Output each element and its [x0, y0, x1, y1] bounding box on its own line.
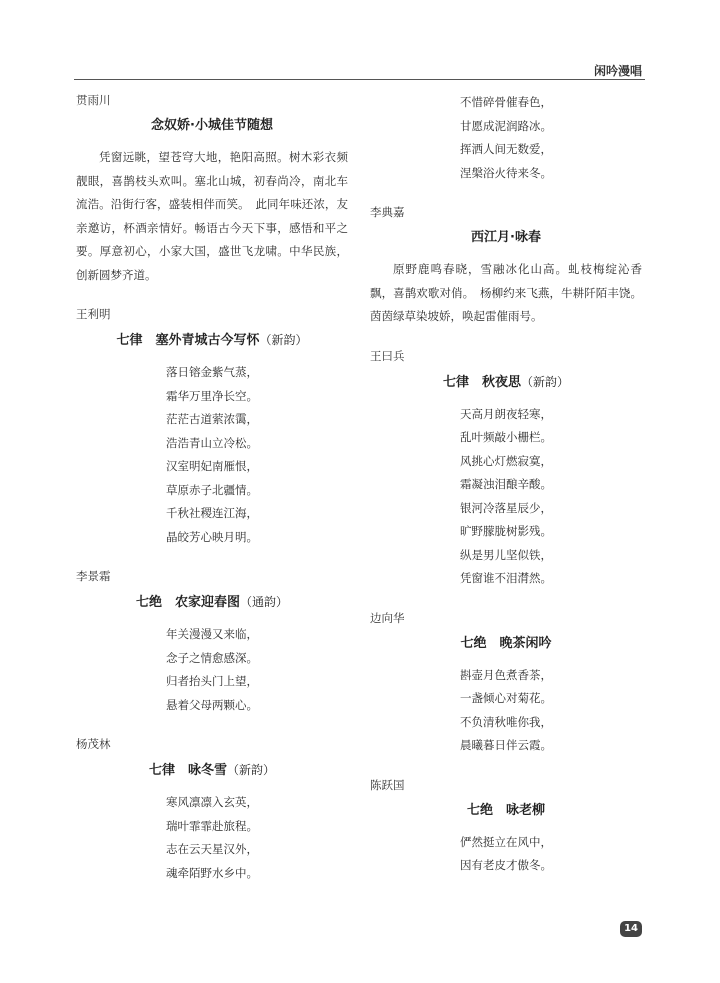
- poem-line: 年关漫漫又来临，: [166, 627, 258, 641]
- poem-line: 涅槃浴火待来冬。: [460, 165, 552, 180]
- poem-line: 纵是男儿坚似铁，: [460, 547, 552, 562]
- poem-line: 魂牵陌野水乡中。: [166, 865, 258, 880]
- poem-line: 乱叶频敲小栅栏。: [460, 430, 552, 444]
- poem-lines: [370, 91, 642, 185]
- poem-line: 不负清秋唯你我，: [460, 714, 552, 729]
- poem-line: 千秋社稷连江海，: [166, 506, 258, 520]
- author-name: 杨茂林: [76, 737, 111, 751]
- poem-title: [370, 633, 642, 655]
- poem-block: [370, 91, 642, 185]
- poem-line: 不惜碎骨催春色，: [460, 95, 552, 109]
- poem-title: [76, 759, 348, 782]
- poem-line: 悬着父母两颗心。: [166, 697, 258, 712]
- poem-lines: [370, 664, 642, 758]
- ci-text: 凭窗远眺，望苍穹大地，艳阳高照。树木彩衣频靓眼，喜鹊枝头欢叫。塞北山城，初春尚冷，南北车流浩。沿街行客，盛装相伴而笑。 此同年味还浓，友亲邀访，杯酒亲情好。畅语古今天下事，感悟和平之要。厚意初心，小家大国，盛世飞龙啸。中华民族，创新圆梦齐道。: [76, 150, 348, 282]
- section-title: 闲吟漫唱: [593, 64, 642, 78]
- poem-line: 晶皎芳心映月明。: [166, 529, 258, 544]
- poem-lines: [76, 623, 348, 717]
- poem-title: [370, 800, 642, 822]
- poem-line: 志在云天星汉外，: [166, 842, 258, 856]
- author-name: 王利明: [76, 307, 111, 321]
- poem-title-text: 七绝 农家迎春图: [135, 595, 240, 610]
- poem-line: 茫茫古道萦浓霭，: [166, 412, 258, 426]
- poem-block: [76, 735, 348, 885]
- poem-line: 风挑心灯燃寂寞，: [460, 453, 552, 468]
- poem-line: 凭窗谁不泪潸然。: [460, 571, 552, 585]
- author-name: 边向华: [370, 610, 405, 625]
- poem-line: 草原赤子北疆情。: [166, 482, 258, 497]
- poem-title-text: 念奴娇·小城佳节随想: [151, 118, 273, 133]
- poem-lines: [370, 831, 642, 878]
- poem-lines: [76, 361, 348, 549]
- poem-block: [76, 567, 348, 717]
- poem-line: 汉室明妃南雁恨，: [166, 459, 258, 473]
- poem-title: [76, 591, 348, 614]
- poem-line: 霜凝浊泪酿辛酸。: [460, 477, 552, 491]
- poem-line: 天高月朗夜轻寒，: [460, 406, 552, 421]
- author-name: 贯雨川: [76, 93, 111, 107]
- poem-line: 浩浩青山立冷松。: [166, 435, 258, 450]
- poem-line: 斟壶月色煮香茶，: [460, 667, 552, 682]
- poem-line: 挥洒人间无数爱，: [460, 142, 552, 156]
- poem-line: 银河冷落星辰少，: [460, 500, 552, 515]
- poem-line: 旷野朦胧树影残。: [460, 524, 552, 538]
- poem-block: [370, 609, 642, 758]
- author-name: 陈跃国: [370, 777, 405, 792]
- poem-title: [76, 329, 348, 352]
- poem-title: [370, 227, 642, 249]
- poem-block: [76, 305, 348, 549]
- left-column: [76, 91, 348, 903]
- poem-line: 落日镕金紫气蒸，: [166, 365, 258, 379]
- poem-title: [76, 115, 348, 137]
- poem-line: 寒风凛凛入玄英，: [166, 795, 258, 809]
- poem-block: [370, 347, 642, 591]
- poem-title-text: 七律 塞外青城古今写怀: [116, 333, 260, 348]
- poem-title-text: 七绝 晚茶闲吟: [460, 635, 552, 651]
- rhyme-note: （新韵）: [227, 763, 276, 777]
- poem-line: 俨然挺立在风中，: [460, 834, 552, 849]
- rhyme-note: （通韵）: [240, 595, 289, 609]
- author-name: 李景霜: [76, 569, 111, 583]
- poem-lines: [370, 403, 642, 591]
- poem-block: [370, 776, 642, 878]
- page-number-badge: 14: [620, 921, 642, 937]
- ci-text: 原野鹿鸣春晓，雪融冰化山高。虬枝梅绽沁香飘，喜鹊欢歌对俏。 杨柳约来飞燕，牛耕阡陌丰饶。茵茵绿草染坡娇，唤起雷催雨号。: [370, 262, 642, 323]
- poem-line: 因有老皮才傲冬。: [460, 858, 552, 872]
- poem-line: 霜华万里净长空。: [166, 388, 258, 403]
- poem-block: [76, 91, 348, 287]
- rhyme-note: （新韵）: [259, 333, 308, 347]
- header-divider: [74, 79, 645, 80]
- right-column: [370, 91, 642, 896]
- poem-title-text: 七律 咏冬雪: [148, 763, 227, 778]
- poem-title-text: 西江月·咏春: [471, 230, 541, 245]
- poem-title: [370, 371, 642, 394]
- author-name: 王曰兵: [370, 348, 405, 363]
- poem-block: [370, 203, 642, 329]
- rhyme-note: （新韵）: [521, 374, 570, 389]
- poem-line: 晨曦暮日伴云霞。: [460, 738, 552, 752]
- poem-title-text: 七绝 咏老柳: [466, 802, 545, 818]
- poem-line: 归者抬头门上望，: [166, 674, 258, 688]
- author-name: 李典嘉: [370, 205, 405, 219]
- poem-line: 甘愿成泥润路冰。: [460, 118, 552, 133]
- poem-title-text: 七律 秋夜思: [442, 374, 521, 390]
- poem-line: 念子之情愈感深。: [166, 650, 258, 665]
- poem-line: 瑞叶霏霏赴旅程。: [166, 818, 258, 833]
- poem-line: 一盏倾心对菊花。: [460, 691, 552, 705]
- poem-lines: [76, 791, 348, 885]
